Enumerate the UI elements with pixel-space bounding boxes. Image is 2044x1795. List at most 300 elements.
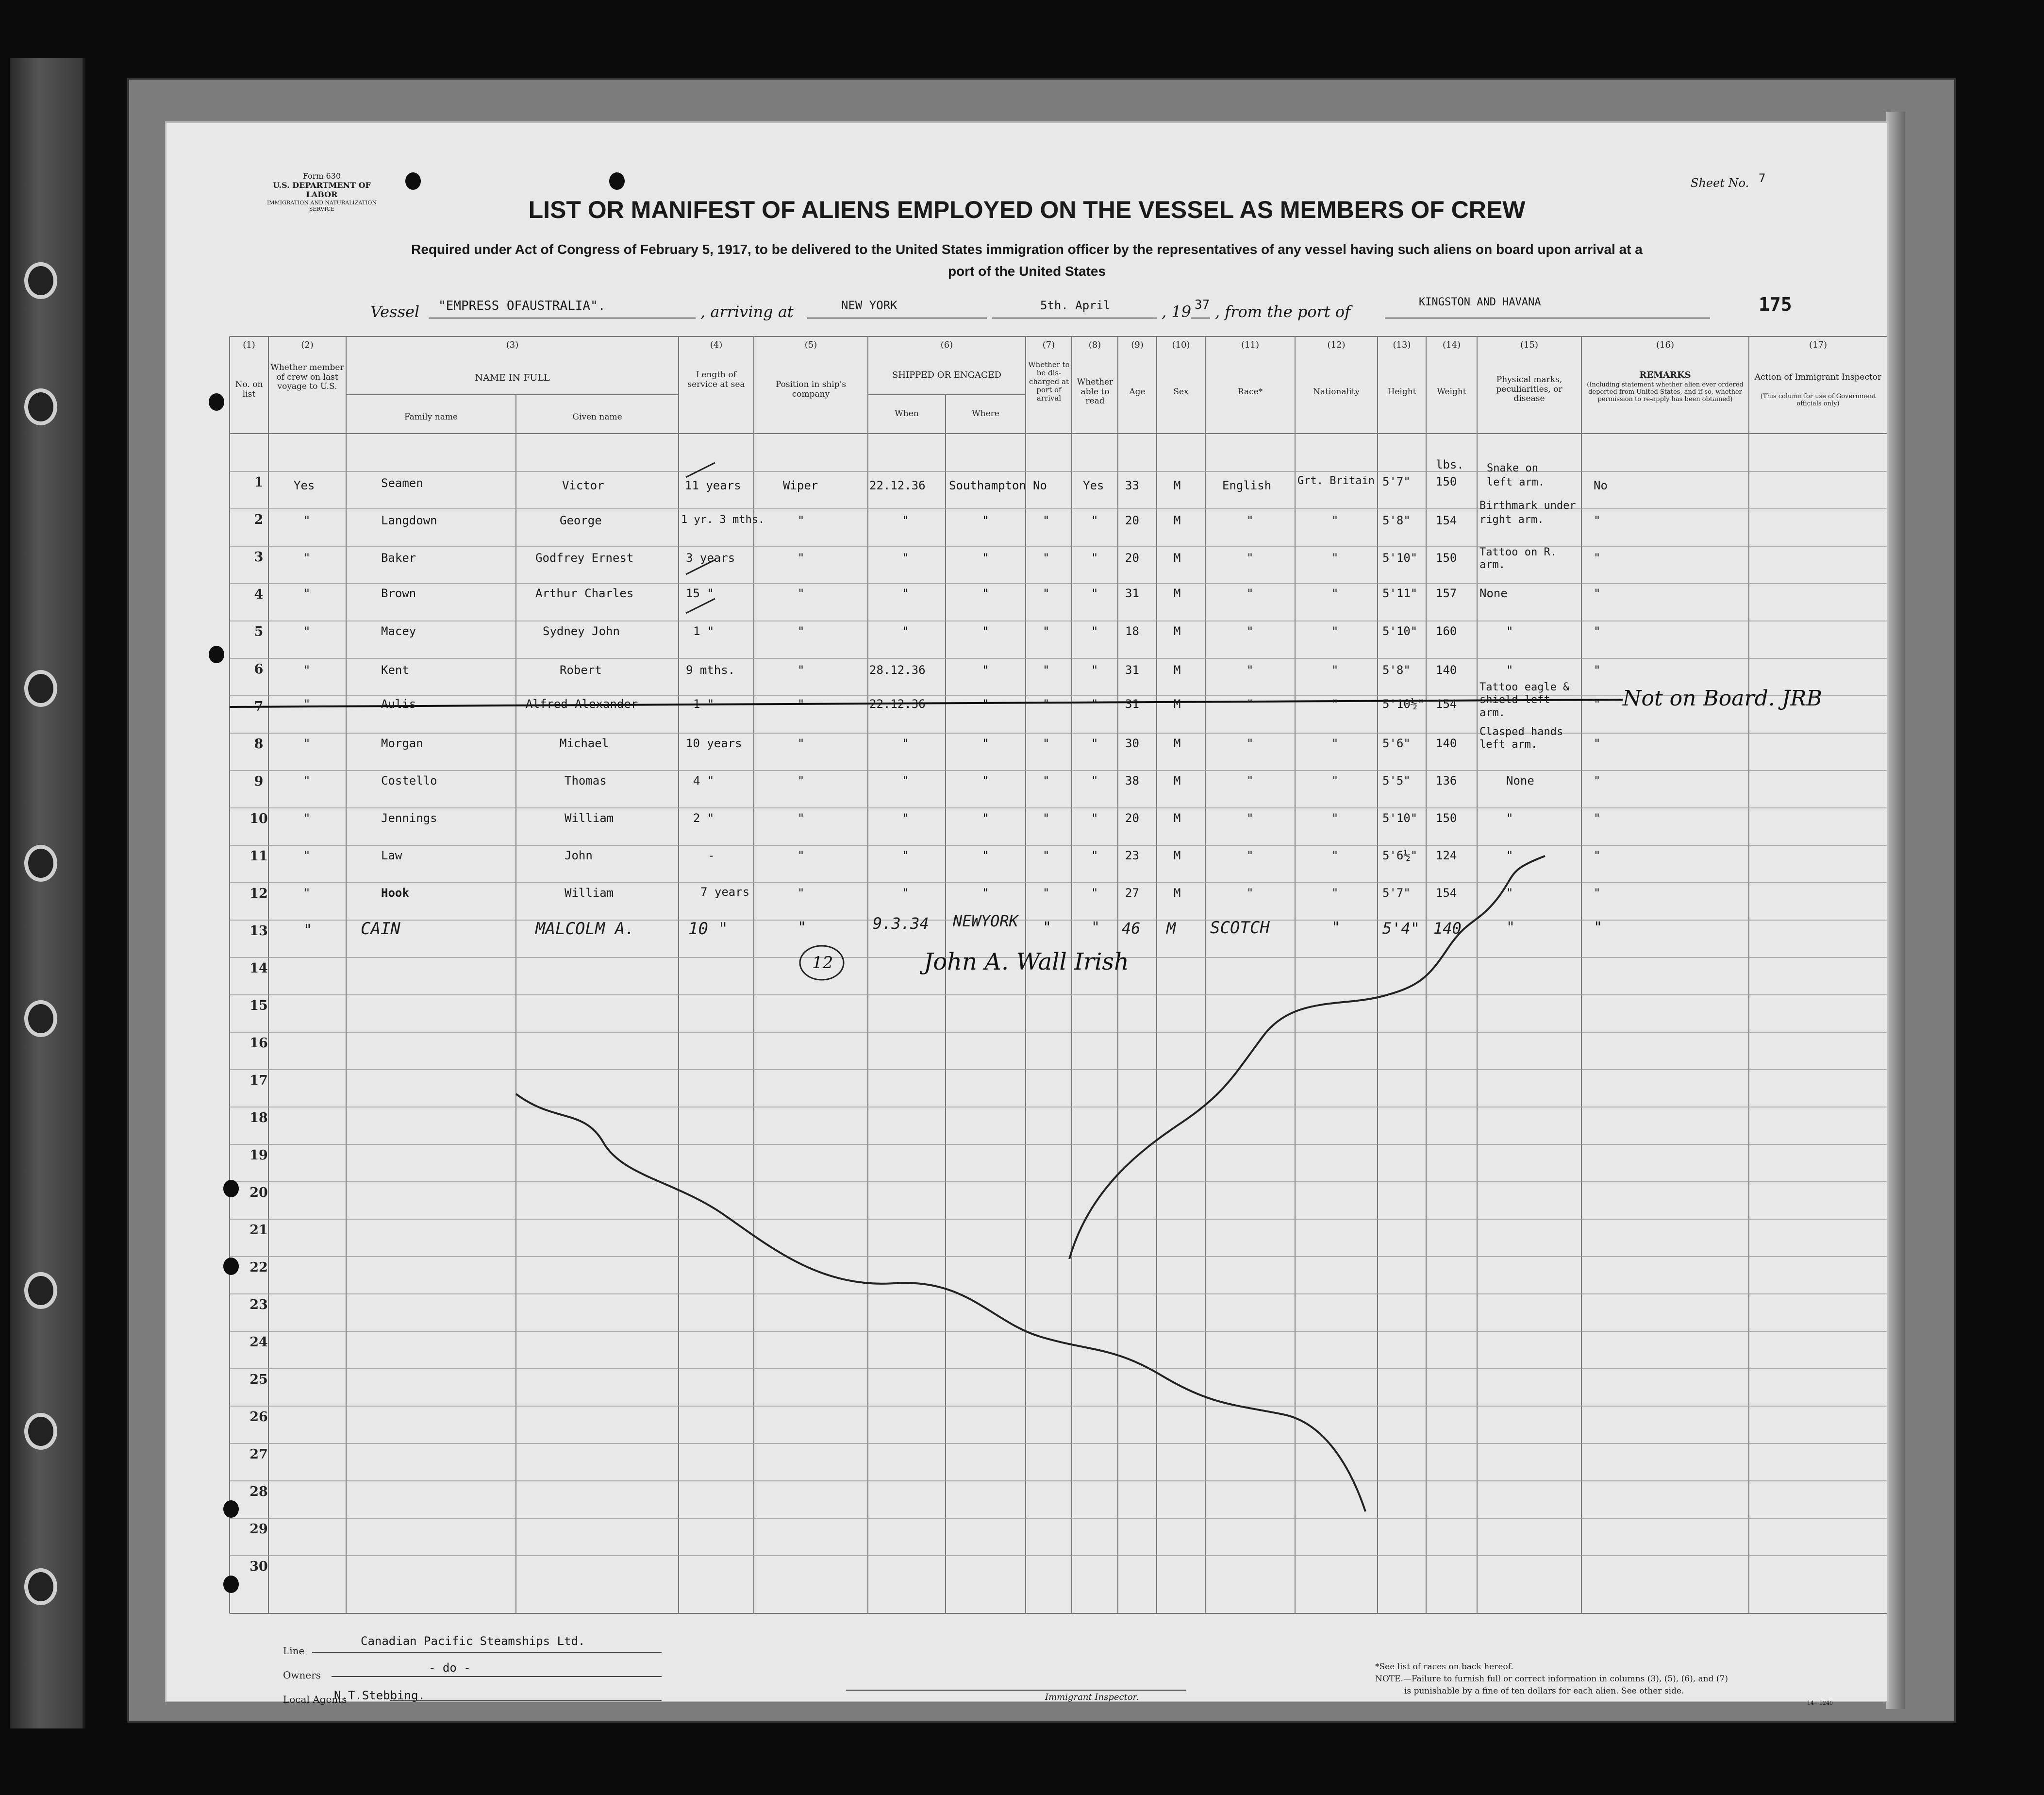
- cell-weight: 150: [1436, 475, 1457, 488]
- cell-height: 5'10½": [1382, 697, 1425, 711]
- cell-age: 38: [1125, 774, 1139, 788]
- header-able-read: Whether able to read: [1077, 377, 1113, 406]
- col-num: (13): [1393, 340, 1411, 350]
- cell-service: -: [708, 849, 715, 862]
- arrival-date: 5th. April: [1040, 299, 1111, 312]
- cell-position: ": [798, 919, 807, 936]
- cell-service: 1 ": [693, 624, 715, 638]
- header-no-on-list: No. on list: [235, 380, 263, 399]
- circled-count: 12: [812, 953, 833, 973]
- cell-discharged: No: [1033, 479, 1047, 492]
- cell-read: ": [1091, 663, 1098, 677]
- note-races: *See list of races on back hereof.: [1375, 1662, 1513, 1672]
- cell-age: 31: [1125, 697, 1139, 711]
- cell-service: 1 yr. 3 mths.: [681, 514, 765, 526]
- col-num: (10): [1172, 340, 1190, 350]
- cell-position: ": [798, 663, 805, 677]
- row-number: 26: [249, 1409, 268, 1425]
- binder-ring: [24, 1272, 57, 1309]
- cell-read: ": [1091, 886, 1098, 900]
- year-prefix: , 19: [1162, 302, 1192, 321]
- cell-member: Yes: [294, 479, 315, 492]
- col-num: (9): [1131, 340, 1144, 350]
- col-num: (4): [710, 340, 723, 350]
- cell-when: ": [902, 551, 909, 565]
- line-label: Line: [283, 1645, 305, 1657]
- cell-member: ": [303, 587, 311, 600]
- cell-age: 20: [1125, 514, 1139, 527]
- cell-remarks: ": [1594, 624, 1601, 638]
- cell-race: ": [1246, 514, 1254, 527]
- cell-age: 46: [1122, 919, 1141, 938]
- cell-height: 5'7": [1382, 886, 1411, 900]
- cell-where: ": [982, 774, 989, 788]
- cell-nationality: Grt. Britain: [1297, 475, 1375, 487]
- cell-age: 31: [1125, 587, 1139, 600]
- cell-physical-marks: Birthmark under right arm.: [1479, 500, 1576, 526]
- cell-when: 22.12.36: [869, 479, 926, 492]
- vessel-underlines: [166, 123, 1887, 327]
- cell-sex: M: [1174, 774, 1181, 788]
- header-sex: Sex: [1173, 387, 1189, 397]
- cell-discharged: ": [1043, 697, 1050, 711]
- cell-where: ": [982, 737, 989, 750]
- cell-sex: M: [1174, 514, 1181, 527]
- cell-when: 22.12.36: [869, 697, 926, 711]
- cell-weight: 140: [1436, 737, 1457, 750]
- punch-hole: [223, 1500, 239, 1518]
- cell-read: ": [1091, 551, 1098, 565]
- cell-age: 23: [1125, 849, 1139, 862]
- cell-physical-marks: ": [1506, 811, 1513, 825]
- cell-remarks: ": [1594, 663, 1601, 677]
- cell-weight: 160: [1436, 624, 1457, 638]
- row-number: 14: [249, 961, 268, 976]
- header-position: Position in ship's company: [775, 380, 847, 399]
- owners-label: Owners: [283, 1669, 321, 1681]
- cell-read: ": [1091, 514, 1098, 527]
- cell-sex: M: [1174, 811, 1181, 825]
- header-action-note: (This column for use of Government officials only): [1760, 393, 1876, 407]
- cell-discharged: ": [1043, 551, 1050, 565]
- cell-family-name: Baker: [381, 551, 416, 565]
- cell-when: ": [902, 811, 909, 825]
- cell-read: ": [1091, 697, 1098, 711]
- header-shipped-engaged: SHIPPED OR ENGAGED: [892, 370, 1001, 380]
- punch-hole: [223, 1576, 239, 1593]
- not-on-board-note: Not on Board. JRB: [1623, 686, 1822, 711]
- cell-sex: M: [1174, 849, 1181, 862]
- subtitle-line2: port of the United States: [947, 264, 1106, 279]
- cell-discharged: ": [1043, 919, 1052, 936]
- cell-sex: M: [1174, 624, 1181, 638]
- col-num: (16): [1656, 340, 1674, 350]
- cell-discharged: ": [1043, 737, 1050, 750]
- cell-family-name: Law: [381, 849, 402, 862]
- arriving-port: NEW YORK: [841, 299, 897, 312]
- sheet-label: Sheet No.: [1691, 176, 1749, 190]
- row-number: 13: [249, 923, 268, 939]
- col-num: (17): [1809, 340, 1827, 350]
- cell-remarks: ": [1594, 737, 1601, 750]
- header-race: Race*: [1237, 387, 1263, 397]
- row-number: 22: [249, 1260, 268, 1275]
- header-given-name: Given name: [572, 412, 622, 422]
- cell-given-name: Sydney John: [543, 624, 620, 638]
- col-num: (6): [940, 340, 953, 350]
- cell-where: ": [982, 811, 989, 825]
- cell-discharged: ": [1043, 886, 1050, 900]
- row-number: 7: [254, 699, 264, 714]
- cell-family-name: Morgan: [381, 737, 423, 750]
- cell-given-name: William: [565, 811, 614, 825]
- department-name: U.S. DEPARTMENT OF LABOR: [273, 181, 371, 200]
- cell-nationality: ": [1331, 514, 1339, 527]
- cell-remarks: ": [1594, 697, 1601, 711]
- cell-physical-marks: None: [1506, 774, 1534, 788]
- year-suffix: 37: [1195, 298, 1210, 312]
- cell-where: ": [982, 663, 989, 677]
- cell-read: ": [1091, 737, 1098, 750]
- row-number: 5: [254, 624, 264, 639]
- cell-nationality: ": [1331, 551, 1339, 565]
- header-remarks: REMARKS: [1639, 370, 1691, 380]
- cell-weight: 136: [1436, 774, 1457, 788]
- line-value: Canadian Pacific Steamships Ltd.: [361, 1634, 585, 1648]
- note-line1: NOTE.—Failure to furnish full or correct information in columns (3), (5), (6), and (7): [1375, 1674, 1728, 1684]
- cell-nationality: ": [1331, 849, 1339, 862]
- cell-family-name: Costello: [381, 774, 437, 788]
- col-num: (12): [1327, 340, 1346, 350]
- page-edge: [1886, 112, 1905, 1709]
- cell-when: ": [902, 514, 909, 527]
- cell-family-name: Brown: [381, 587, 416, 600]
- service-name: IMMIGRATION AND NATURALIZATION SERVICE: [266, 199, 377, 212]
- row-number: 9: [254, 774, 264, 789]
- cell-discharged: ": [1043, 587, 1050, 600]
- cell-given-name: John: [565, 849, 593, 862]
- page-stamp: 175: [1759, 294, 1792, 315]
- cell-height: 5'11": [1382, 587, 1418, 600]
- row-number: 25: [249, 1372, 268, 1387]
- cell-read: ": [1091, 919, 1100, 936]
- cell-position: ": [798, 737, 805, 750]
- col-num: (15): [1520, 340, 1538, 350]
- cell-given-name: Godfrey Ernest: [535, 551, 634, 565]
- cell-discharged: ": [1043, 624, 1050, 638]
- cell-remarks: ": [1594, 919, 1603, 936]
- cell-position: ": [798, 551, 805, 565]
- cell-sex: M: [1166, 919, 1176, 938]
- cell-service: 3 years: [686, 551, 735, 565]
- cell-race: ": [1246, 663, 1254, 677]
- cell-height: 5'6": [1382, 737, 1411, 750]
- cell-physical-marks: ": [1506, 663, 1513, 677]
- cell-service: 4 ": [693, 774, 715, 788]
- cell-service: 2 ": [693, 811, 715, 825]
- cell-member: ": [303, 774, 311, 788]
- cell-physical-marks: Tattoo on R. arm.: [1479, 546, 1557, 571]
- owners-value: - do -: [429, 1661, 471, 1675]
- cell-member: ": [303, 697, 311, 711]
- cell-read: ": [1091, 774, 1098, 788]
- cell-position: ": [798, 774, 805, 788]
- cell-race: ": [1246, 624, 1254, 638]
- cell-where: ": [982, 886, 989, 900]
- cell-sex: M: [1174, 587, 1181, 600]
- cell-height: 5'10": [1382, 624, 1418, 638]
- header-when: When: [895, 409, 919, 419]
- header-height: Height: [1387, 387, 1416, 397]
- cell-race: ": [1246, 551, 1254, 565]
- cell-race: ": [1246, 737, 1254, 750]
- cell-sex: M: [1174, 697, 1181, 711]
- row-number: 6: [254, 662, 264, 677]
- cell-weight: 140: [1433, 919, 1462, 938]
- cell-family-name: Jennings: [381, 811, 437, 825]
- cell-where: ": [982, 587, 989, 600]
- cell-where: ": [982, 514, 989, 527]
- cell-age: 20: [1125, 811, 1139, 825]
- manifest-page: [165, 121, 1889, 1706]
- cell-when: ": [902, 849, 909, 862]
- cell-position: ": [798, 514, 805, 527]
- col-num: (8): [1088, 340, 1101, 350]
- cell-physical-marks: ": [1506, 849, 1513, 862]
- header-name-in-full: NAME IN FULL: [475, 372, 550, 383]
- cell-given-name: William: [565, 886, 614, 900]
- vessel-label: Vessel: [370, 302, 420, 321]
- note-line2: is punishable by a fine of ten dollars for each alien. See other side.: [1404, 1686, 1684, 1696]
- cell-sex: M: [1174, 886, 1181, 900]
- cell-given-name: Robert: [560, 663, 602, 677]
- cell-discharged: ": [1043, 774, 1050, 788]
- cell-where: ": [982, 551, 989, 565]
- cell-given-name: Alfred Alexander: [526, 697, 638, 711]
- col-num: (1): [243, 340, 255, 350]
- cell-when: ": [902, 886, 909, 900]
- cell-where: ": [982, 697, 989, 711]
- row-number: 16: [249, 1036, 268, 1051]
- cell-family-name: Hook: [381, 886, 409, 900]
- row-number: 1: [254, 475, 264, 490]
- cell-read: ": [1091, 849, 1098, 862]
- header-family-name: Family name: [404, 412, 458, 422]
- row-number: 21: [249, 1223, 268, 1238]
- cell-family-name: Kent: [381, 663, 409, 677]
- row-number: 8: [254, 737, 264, 752]
- header-where: Where: [972, 409, 999, 419]
- cell-member: ": [303, 849, 311, 862]
- cell-position: ": [798, 587, 805, 600]
- cell-race: English: [1222, 479, 1272, 492]
- cell-weight: 154: [1436, 886, 1457, 900]
- cell-member: ": [303, 886, 311, 900]
- binder-ring: [24, 1413, 57, 1450]
- col-num: (7): [1042, 340, 1055, 350]
- cell-read: ": [1091, 587, 1098, 600]
- cell-race: ": [1246, 774, 1254, 788]
- cell-member: ": [303, 811, 311, 825]
- cell-nationality: ": [1331, 737, 1339, 750]
- from-port: KINGSTON AND HAVANA: [1419, 296, 1541, 308]
- binder-ring: [24, 1568, 57, 1605]
- cell-position: ": [798, 697, 805, 711]
- cell-remarks: No: [1594, 479, 1608, 492]
- cell-member: ": [303, 737, 311, 750]
- cell-age: 20: [1125, 551, 1139, 565]
- col-num: (11): [1241, 340, 1259, 350]
- cell-when: ": [902, 774, 909, 788]
- cell-nationality: ": [1331, 663, 1339, 677]
- cell-remarks: ": [1594, 551, 1601, 565]
- agents-label: Local Agents: [283, 1694, 347, 1705]
- cell-read: Yes: [1083, 479, 1104, 492]
- cell-weight: 154: [1436, 514, 1457, 527]
- cell-age: 27: [1125, 886, 1139, 900]
- binder-spine: [10, 58, 85, 1728]
- cell-service: 15 ": [686, 587, 714, 600]
- row-number: 15: [249, 998, 268, 1013]
- page-title: LIST OR MANIFEST OF ALIENS EMPLOYED ON THE VESSEL AS MEMBERS OF CREW: [528, 196, 1526, 223]
- cell-weight: 124: [1436, 849, 1457, 862]
- cell-height: 5'7": [1382, 475, 1411, 488]
- table-grid: [166, 123, 1887, 1701]
- cell-where: ": [982, 849, 989, 862]
- cell-read: ": [1091, 624, 1098, 638]
- binder-ring: [24, 262, 57, 299]
- cell-member: ": [303, 551, 311, 565]
- cell-nationality: ": [1331, 624, 1339, 638]
- cell-height: 5'5": [1382, 774, 1411, 788]
- cell-race: ": [1246, 587, 1254, 600]
- cell-nationality: ": [1331, 774, 1339, 788]
- punch-hole: [223, 1258, 239, 1275]
- row-number: 12: [249, 886, 268, 901]
- header-physical-marks: Physical marks, peculiarities, or disease: [1496, 375, 1562, 404]
- cell-position: ": [798, 886, 805, 900]
- cell-when: 9.3.34: [873, 914, 929, 933]
- cell-weight: 140: [1436, 663, 1457, 677]
- cell-nationality: ": [1331, 811, 1339, 825]
- cell-when: 28.12.36: [869, 663, 926, 677]
- header-discharged: Whether to be dis-charged at port of arrival: [1028, 360, 1070, 403]
- row-number: 10: [249, 811, 268, 826]
- cell-race: ": [1246, 886, 1254, 900]
- cell-sex: M: [1174, 479, 1181, 492]
- cell-service: 9 mths.: [686, 663, 735, 677]
- cell-when: ": [902, 587, 909, 600]
- weight-unit: lbs.: [1436, 458, 1464, 471]
- cell-given-name: George: [560, 514, 602, 527]
- row-number: 19: [249, 1148, 268, 1163]
- cell-member: ": [303, 922, 313, 939]
- header-weight: Weight: [1437, 387, 1466, 397]
- cell-physical-marks: ": [1506, 624, 1513, 638]
- cell-remarks: ": [1594, 587, 1601, 600]
- cell-given-name: Arthur Charles: [535, 587, 634, 600]
- cell-discharged: ": [1043, 514, 1050, 527]
- cell-physical-marks: Clasped hands left arm.: [1479, 726, 1563, 751]
- cell-race: ": [1246, 849, 1254, 862]
- cell-discharged: ": [1043, 811, 1050, 825]
- cell-height: 5'4": [1382, 919, 1420, 938]
- cell-member: ": [303, 624, 311, 638]
- cell-age: 18: [1125, 624, 1139, 638]
- cell-height: 5'10": [1382, 811, 1418, 825]
- header-length-service: Length of service at sea: [687, 370, 745, 389]
- cell-family-name: Seamen: [381, 476, 423, 490]
- cell-height: 5'8": [1382, 514, 1411, 527]
- cell-nationality: ": [1331, 886, 1339, 900]
- row-number: 17: [249, 1073, 268, 1088]
- cell-weight: 150: [1436, 811, 1457, 825]
- vessel-name: "EMPRESS OFAUSTRALIA".: [438, 299, 606, 313]
- cell-sex: M: [1174, 737, 1181, 750]
- cell-service: 1 ": [693, 697, 715, 711]
- cell-member: ": [303, 514, 311, 527]
- cell-physical-marks: Snake on left arm.: [1487, 462, 1545, 488]
- punch-hole: [209, 393, 224, 411]
- col-num: (14): [1443, 340, 1461, 350]
- row-number: 4: [254, 587, 264, 602]
- row-number: 23: [249, 1297, 268, 1312]
- cell-given-name: Michael: [560, 737, 609, 750]
- cell-race: SCOTCH: [1210, 918, 1270, 938]
- cell-given-name: MALCOLM A.: [535, 919, 635, 939]
- cell-age: 33: [1125, 479, 1139, 492]
- col-num: (3): [506, 340, 519, 350]
- form-number: Form 630: [302, 171, 341, 181]
- row-number: 24: [249, 1335, 268, 1350]
- cell-family-name: Aulis: [381, 697, 416, 711]
- row-number: 28: [249, 1484, 268, 1499]
- cell-read: ": [1091, 811, 1098, 825]
- cell-given-name: Thomas: [565, 774, 607, 788]
- cell-remarks: ": [1594, 774, 1601, 788]
- signature: John A. Wall Irish: [924, 948, 1129, 975]
- cell-physical-marks: None: [1479, 587, 1508, 600]
- header-nationality: Nationality: [1313, 387, 1360, 397]
- row-number: 3: [254, 550, 264, 565]
- punch-hole: [223, 1180, 239, 1197]
- cell-age: 31: [1125, 663, 1139, 677]
- cell-family-name: Langdown: [381, 514, 437, 527]
- cell-position: ": [798, 624, 805, 638]
- cell-remarks: ": [1594, 514, 1601, 527]
- header-remarks-note: (Including statement whether alien ever ordered deported from United States, and if so, whether permission to re-apply has been obtained): [1587, 381, 1744, 403]
- sheet-number: 7: [1759, 171, 1766, 185]
- cell-where: Southampton: [949, 479, 1026, 492]
- cell-when: ": [902, 624, 909, 638]
- cell-service: 7 years: [700, 885, 750, 899]
- binder-ring: [24, 1000, 57, 1037]
- cell-member: ": [303, 663, 311, 677]
- cell-weight: 150: [1436, 551, 1457, 565]
- cell-family-name: CAIN: [361, 919, 400, 939]
- header-whether-member: Whether member of crew on last voyage to U.S.: [270, 363, 344, 392]
- row-number: 2: [254, 512, 264, 527]
- form-code: 14—1240: [1807, 1700, 1833, 1706]
- inspector-label: Immigrant Inspector.: [1045, 1692, 1139, 1702]
- punch-hole: [209, 646, 224, 663]
- row-number: 20: [249, 1185, 268, 1200]
- cell-race: ": [1246, 811, 1254, 825]
- cell-service: 11 years: [685, 479, 741, 492]
- row-number: 11: [249, 849, 268, 864]
- cell-sex: M: [1174, 663, 1181, 677]
- cell-sex: M: [1174, 551, 1181, 565]
